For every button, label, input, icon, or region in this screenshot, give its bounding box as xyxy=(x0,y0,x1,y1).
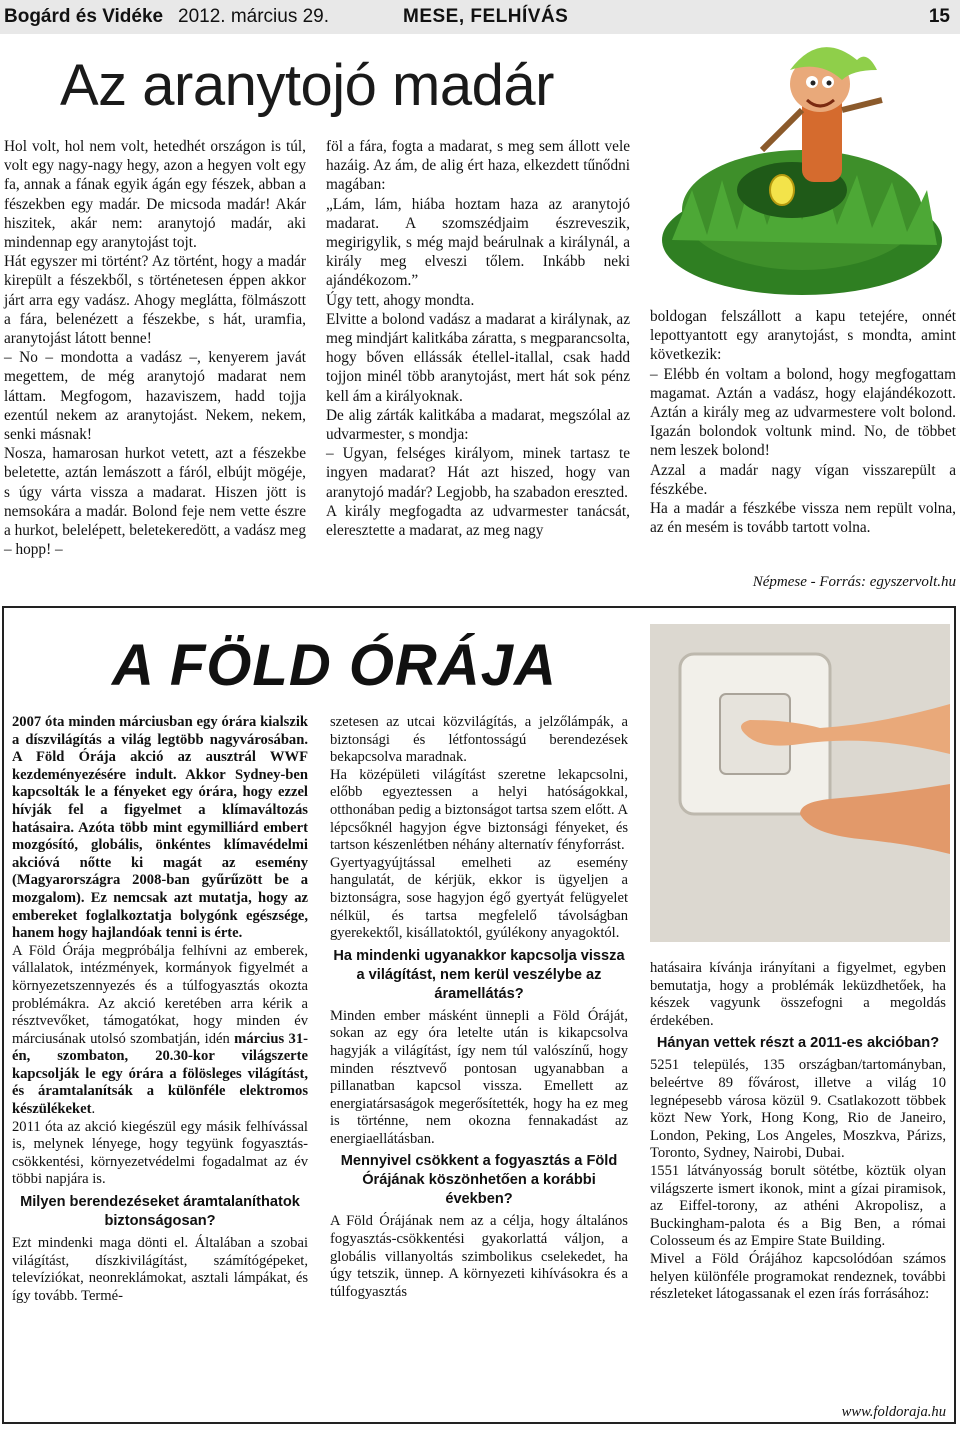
jester-bird-illustration xyxy=(652,40,952,296)
story-title: Az aranytojó madár xyxy=(60,53,554,118)
story-paragraph: Úgy tett, ahogy mondta. xyxy=(326,291,475,309)
article-paragraph: A Föld Órájának nem az a célja, hogy általános fogyasztás-csökkentési gyakorlattá váljon, a globális villanyoltás szimbolikus cselekedet, ha úgy tetszik, ünnep. A környezeti kihívásokra és a túlfogyasztás xyxy=(330,1213,628,1300)
article-paragraph: Minden ember másként ünnepli a Föld Óráját, sokan az egy óra letelte után is kikapcsolva hagyják a világítást, így nem túl valószínű, hogy minden résztvevő pontosan ugyanabban a pillanatban kapcsol vissza. Emellett az energiatársaságok megerősítették, hogy ha ez meg is történne, nem okozna fennakadást az energiaellátásban. xyxy=(330,1007,628,1147)
story-paragraph: Elvitte a bolond vadász a madarat a királynak, az meg mindjárt kalitkába záratta, s megparancsolta, hogy bőven ellássák étellel-itallal, csak hadd tojjon minél több aranytojást, mert hát sok pénz kell ám a királyoknak. xyxy=(326,310,630,405)
story-paragraph: boldogan felszállott a kapu tetejére, onnét lepottyantott egy aranytojást, s mondta, amint következik: xyxy=(650,308,956,364)
article-subheading: Milyen berendezéseket áramtalaníthatok biztonságosan? xyxy=(20,1194,300,1230)
article-subheading: Mennyivel csökkent a fogyasztás a Föld Órájának köszönhetően a korábbi években? xyxy=(340,1153,618,1208)
article-subheading: Hányan vettek részt a 2011-es akcióban? xyxy=(656,1035,940,1052)
story-paragraph: „Lám, lám, hiába hoztam haza az aranytojó madarat. A szomszédjaim észreveszik, megirigylik, s még majd beárulnak a királynál, a király meg elveszi tőlem. Inkább neki ajándékozom.” xyxy=(326,195,630,290)
newspaper-name: Bogárd és Vidéke xyxy=(4,6,164,27)
article-title: A FÖLD ÓRÁJA xyxy=(112,633,557,698)
story-paragraph: De alig zárták kalitkába a madarat, megszólal az udvarmester, s mondja: xyxy=(326,406,630,444)
article-paragraph: hatásaira kívánja irányítani a figyelmet, egyben bemutatja, hogy a problémák leküzdhetőek, ha készek vagyunk összefogni a megoldás érdekében. xyxy=(650,960,946,1029)
article-paragraph xyxy=(12,943,308,1119)
story-paragraph: Azzal a madár nagy vígan visszarepült a fészkébe. xyxy=(650,461,956,498)
article-text: . xyxy=(91,1101,96,1118)
story-paragraph: Hát egyszer mi történt? Az történt, hogy a madár kirepült a fészekből, s történetesen éppen akkor járt arra egy vadász. Ahogy meglátta, fölmászott a fára, belenézett a fészekbe, s hát, uramfia, aranytojást látott benne! xyxy=(4,253,306,348)
article-paragraph: Gyertyagyújtással emelheti az esemény hangulatát, de kérjük, ekkor is ügyeljen a biztonságra, sose hagyjon égő gyertyát felügyelet nélkül, és tartsa megfelelő távolságban gyerekektől, kisállatoktól, gyúlékony anyagoktól. xyxy=(330,854,628,942)
article-paragraph: 1551 látványosság borult sötétbe, köztük olyan világszerte ismert ikonok, mint a gízai piramisok, az Eiffel-torony, az athéni Akropolisz, a Buckingham-palota és a Big Ben, a római Colosseum és az Empire State Building. xyxy=(650,1162,946,1250)
story-source: Népmese - Forrás: egyszervolt.hu xyxy=(752,574,956,590)
story-column-1 xyxy=(4,137,306,559)
article-paragraph: Ha középületi világítást szeretne lekapcsolni, előbb egyeztessen a helyi hatóságokkal, otthonában pedig a biztonságot tartsa szem előtt. A lépcsőknél hagyjon égve biztonsági fényeket, és tartson készenlétben néhány alternatív fényforrást. xyxy=(330,766,628,854)
story-paragraph: Ha a madár a fészkébe vissza nem repült volna, az én mesém is tovább tartott volna. xyxy=(650,500,956,537)
article-paragraph: 5251 település, 135 országban/tartományban, beleértve 89 fővárost, illetve a világ 10 legnépesebb városa közül 9. Csatlakozott többek közt New York, Hong Kong, Rio de Janeiro, London, Peking, Los Angeles, Moszkva, Párizs, Toronto, Sydney, Nairobi, Dubai. xyxy=(650,1057,946,1162)
story-paragraph: A király megfogadta az udvarmester tanácsát, eleresztette a madarat, az meg nagy xyxy=(326,502,630,540)
story-paragraph: – Ugyan, felséges királyom, minek tartasz te ingyen madarat? Hát azt hiszed, hogy van aranytojó madár? Legjobb, ha szabadon ereszted. xyxy=(326,445,630,501)
article-column-2 xyxy=(330,714,628,1301)
story-paragraph: Nosza, hamarosan hurkot vetett, azt a fészekbe beletette, aztán lemászott a fáról, elbújt mögéje, s úgy várta vissza a madarat. Hiszen jött is nemsokára a madár. Bolond feje nem vette észre a hurkot, belelépett, beletekeredött, a vadász meg – hopp! – xyxy=(4,445,306,559)
article-lead: 2007 óta minden márciusban egy órára kialszik a díszvilágítás a világ legtöbb nagyvárosában. A Föld Órája akció az ausztrál WWF kezdeményezésére indult. Akkor Sydney-ben kapcsolták le a fényeket egy órára, hogy ezzel hívják fel a figyelmet a klímaváltozás hatásaira. Azóta több mint egymilliárd embert mozgósító, globális, önkéntes klímavédelmi akcióvá nőtte ki magát az esemény (Magyarországra 2008-ban gyűrűzött be a mozgalom). Ez nemcsak azt mutatja, hogy az embereket foglalkoztatja bolygónk egészsége, hanem hogy hajlandóak tenni is érte. xyxy=(12,714,308,942)
story-paragraph: Hol volt, hol nem volt, hetedhét országon is túl, volt egy nagy-nagy hegy, azon a hegyen volt egy fa, annak a fának egyik ágán egy fészek, abban a fészekben egy madár. De micsoda madár! Akár hiszitek, akár nem: aranytojó madár, aki mindennap egy aranytojást tojt. xyxy=(4,138,306,252)
story-paragraph: – Elébb én voltam a bolond, hogy megfogattam magamat. Aztán a vadász, hogy elajándékozott. Aztán a király meg az udvarmestere volt bolond. Igazán bolondok voltunk mind. No, de többet nem leszek bolond! xyxy=(650,365,956,460)
story-column-3 xyxy=(650,307,956,537)
story-paragraph: – No – mondotta a vadász –, kenyerem javát megettem, de még aranytojó madarat nem láttam. Megfogom, hazaviszem, hadd tojja ezentúl nekem az aranytojást. Nekem, nekem, senki másnak! xyxy=(4,349,306,444)
story-paragraph: föl a fára, fogta a madarat, s meg sem állott vele hazáig. Az ám, de alig ért haza, elkezdett tűnődni magában: xyxy=(326,138,630,194)
story-column-2 xyxy=(326,137,630,540)
article-column-1 xyxy=(12,714,308,1305)
page-number: 15 xyxy=(928,6,950,27)
article-paragraph: 2011 óta az akció kiegészül egy másik felhívással is, melynek lényege, hogy tegyünk fogyasztás-csökkentési, környezetvédelmi fogadalmat az év többi napjára is. xyxy=(12,1118,308,1188)
article-subheading: Ha mindenki ugyanakkor kapcsolja vissza a világítást, nem kerül veszélybe az áramellátás? xyxy=(333,947,625,1002)
issue-date: 2012. március 29. xyxy=(178,6,330,27)
article-paragraph: Ezt mindenki maga dönti el. Általában a szobai világítást, díszkivilágítást, számítógépeket, televíziókat, neonreklámokat, asztali lámpákat, és így tovább. Termé- xyxy=(12,1235,308,1304)
section-title: MESE, FELHÍVÁS xyxy=(403,6,569,27)
article-paragraph: szetesen az utcai közvilágítás, a jelzőlámpák, a biztonsági és létfontosságú berendezések bekapcsolva maradnak. xyxy=(330,714,628,766)
source-link[interactable]: www.foldoraja.hu xyxy=(841,1404,946,1420)
article-text: A Föld Órája megpróbálja felhívni az emberek, vállalatok, intézmények, kormányok figyelmét a környezetszennyezés és a túlfogyasztás okozta problémákra. Az akció keretében arra kérik a résztvevőket, támogatókat, hogy minden év márciusának utolsó szombatján, idén xyxy=(12,942,308,1047)
article-paragraph: Mivel a Föld Órájához kapcsolódóan számos helyen különféle programokat rendeznek, további részleteket látogassanak el ezen írás forrásához: xyxy=(650,1250,946,1303)
light-switch-photo xyxy=(650,624,950,942)
article-highlight: március 31-én, szombaton, 20.30-kor világszerte kapcsolják le egy órára a fölösleges világítást, és áramtalanítsák a különféle elektromos készülékeket xyxy=(12,1030,308,1118)
header-bar xyxy=(0,0,960,34)
article-column-3 xyxy=(650,960,946,1304)
